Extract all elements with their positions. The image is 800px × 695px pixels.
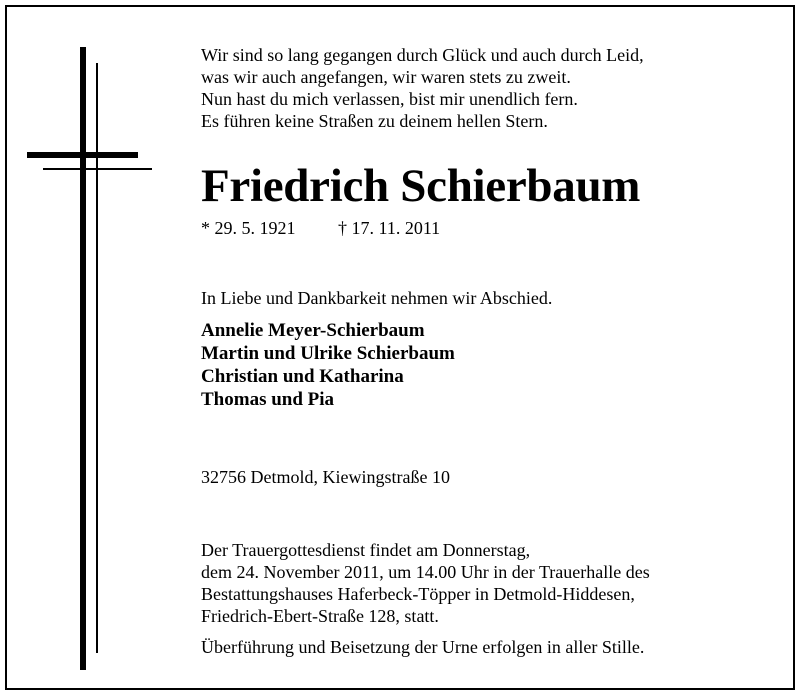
mourner-name: Annelie Meyer-Schierbaum xyxy=(201,320,425,341)
poem-line: Nun hast du mich verlassen, bist mir unendlich fern. xyxy=(201,89,578,109)
service-line: Bestattungshauses Haferbeck-Töpper in Detmold-Hiddesen, xyxy=(201,584,635,604)
cross-horizontal-bar xyxy=(27,152,138,158)
mourner-name: Christian und Katharina xyxy=(201,366,404,387)
mourner-name: Thomas und Pia xyxy=(201,389,335,410)
service-line: Friedrich-Ebert-Straße 128, statt. xyxy=(201,606,439,626)
family-address: 32756 Detmold, Kiewingstraße 10 xyxy=(201,467,450,487)
mourner-name: Martin und Ulrike Schierbaum xyxy=(201,343,455,364)
birth-date: * 29. 5. 1921 xyxy=(201,218,296,238)
poem-line: Wir sind so lang gegangen durch Glück und auch durch Leid, xyxy=(201,45,644,65)
service-line: Der Trauergottesdienst findet am Donnerstag, xyxy=(201,540,531,560)
poem-line: was wir auch angefangen, wir waren stets zu zweit. xyxy=(201,67,571,87)
death-date: † 17. 11. 2011 xyxy=(338,218,441,238)
life-dates xyxy=(201,217,441,239)
farewell-text: In Liebe und Dankbarkeit nehmen wir Abschied. xyxy=(201,288,553,308)
mourners-list xyxy=(201,319,455,411)
closing-note: Überführung und Beisetzung der Urne erfolgen in aller Stille. xyxy=(201,637,645,657)
deceased-name: Friedrich Schierbaum xyxy=(201,160,641,212)
poem-line: Es führen keine Straßen zu deinem hellen Stern. xyxy=(201,111,548,131)
service-line: dem 24. November 2011, um 14.00 Uhr in der Trauerhalle des xyxy=(201,562,650,582)
cross-horizontal-line xyxy=(43,168,152,170)
service-info xyxy=(201,539,650,627)
cross-vertical-bar xyxy=(80,47,86,670)
poem xyxy=(201,44,644,132)
